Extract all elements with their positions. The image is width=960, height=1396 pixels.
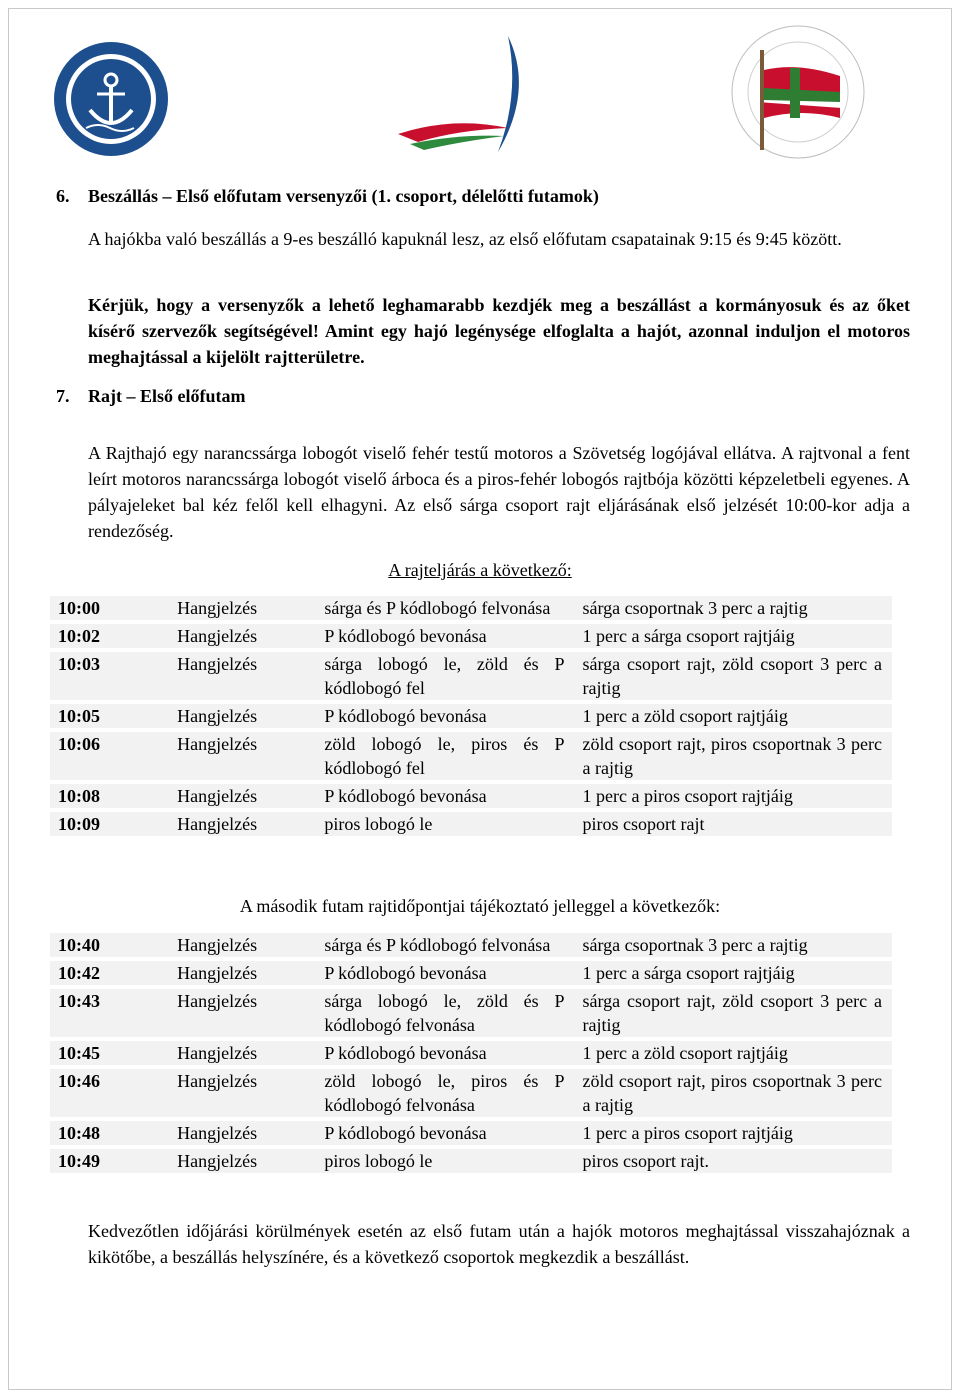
schedule-action: P kódlobogó bevonása [324, 1041, 582, 1065]
schedule-note: 1 perc a sárga csoport rajtjáig [582, 624, 892, 648]
schedule-time: 10:48 [50, 1121, 177, 1145]
weather-note-paragraph: Kedvezőtlen időjárási körülmények esetén az első futam után a hajók motoros meghajtással visszahajóznak a kikötőbe, a beszállás helyszínére, és a következő csoportok megkezdik a beszállást. [88, 1221, 910, 1267]
schedule-action: sárga lobogó le, zöld és P kódlobogó fel [324, 652, 582, 700]
schedule-action: P kódlobogó bevonása [324, 1121, 582, 1145]
schedule-note: 1 perc a piros csoport rajtjáig [582, 784, 892, 808]
schedule-1-table [50, 592, 892, 840]
schedule-time: 10:42 [50, 961, 177, 985]
schedule-signal: Hangjelzés [177, 1041, 324, 1065]
boarding-paragraph: A hajókba való beszállás a 9-es beszálló kapuknál lesz, az első előfutam csapatainak 9:15 és 9:45 között. [88, 229, 842, 249]
schedule-row [50, 989, 892, 1037]
schedule-action: zöld lobogó le, piros és P kódlobogó fel [324, 732, 582, 780]
start-description-paragraph: A Rajthajó egy narancssárga lobogót viselő fehér testű motoros a Szövetség logójával ellátva. A rajtvonal a fent leírt motoros narancssárga lobogót viselő árboca és a piros-fehér lobogós rajtbója közötti képzeletbeli egyenes. A pályajeleket bal kéz felől kell elhagyni. Az első sárga csoport rajt eljárásának első jelzését 10:00-kor adja a rendezőség. [88, 443, 910, 541]
schedule-note: zöld csoport rajt, piros csoportnak 3 perc a rajtig [582, 732, 892, 780]
schedule-note: piros csoport rajt. [582, 1149, 892, 1173]
schedule-action: P kódlobogó bevonása [324, 784, 582, 808]
schedule-signal: Hangjelzés [177, 812, 324, 836]
schedule-time: 10:06 [50, 732, 177, 780]
schedule-signal: Hangjelzés [177, 784, 324, 808]
schedule-action: P kódlobogó bevonása [324, 624, 582, 648]
schedule-note: 1 perc a sárga csoport rajtjáig [582, 961, 892, 985]
schedule-row [50, 933, 892, 957]
section-number: 6. [56, 186, 70, 206]
schedule-action: sárga lobogó le, zöld és P kódlobogó felvonása [324, 989, 582, 1037]
schedule-time: 10:43 [50, 989, 177, 1037]
schedule-action: sárga és P kódlobogó felvonása [324, 596, 582, 620]
schedule-note: 1 perc a zöld csoport rajtjáig [582, 1041, 892, 1065]
schedule-2-caption: A második futam rajtidőpontjai tájékoztató jelleggel a következők: [239, 896, 721, 916]
schedule-2-body [50, 933, 892, 1173]
schedule-row [50, 704, 892, 728]
schedule-action: piros lobogó le [324, 812, 582, 836]
schedule-signal: Hangjelzés [177, 1121, 324, 1145]
schedule-row [50, 1041, 892, 1065]
boarding-request-paragraph: Kérjük, hogy a versenyzők a lehető leghamarabb kezdjék meg a beszállást a kormányosuk és az őket kísérő szervezők segítségével! Amint egy hajó legénysége elfoglalta a hajót, azonnal induljon el motoros meghajtással a kijelölt rajtterületre. [88, 295, 910, 367]
schedule-signal: Hangjelzés [177, 1149, 324, 1173]
schedule-time: 10:08 [50, 784, 177, 808]
schedule-signal: Hangjelzés [177, 1069, 324, 1117]
schedule-signal: Hangjelzés [177, 933, 324, 957]
schedule-time: 10:40 [50, 933, 177, 957]
schedule-signal: Hangjelzés [177, 652, 324, 700]
schedule-row [50, 1149, 892, 1173]
schedule-row [50, 652, 892, 700]
schedule-note: sárga csoport rajt, zöld csoport 3 perc a rajtig [582, 652, 892, 700]
schedule-time: 10:49 [50, 1149, 177, 1173]
schedule-row [50, 961, 892, 985]
schedule-action: zöld lobogó le, piros és P kódlobogó felvonása [324, 1069, 582, 1117]
schedule-row [50, 596, 892, 620]
schedule-time: 10:09 [50, 812, 177, 836]
section-7-heading [56, 384, 245, 408]
section-6-heading [56, 184, 599, 208]
schedule-time: 10:03 [50, 652, 177, 700]
schedule-time: 10:46 [50, 1069, 177, 1117]
schedule-note: 1 perc a zöld csoport rajtjáig [582, 704, 892, 728]
schedule-row [50, 732, 892, 780]
schedule-signal: Hangjelzés [177, 732, 324, 780]
schedule-1-body [50, 596, 892, 836]
schedule-note: zöld csoport rajt, piros csoportnak 3 perc a rajtig [582, 1069, 892, 1117]
schedule-row [50, 784, 892, 808]
schedule-action: sárga és P kódlobogó felvonása [324, 933, 582, 957]
schedule-action: P kódlobogó bevonása [324, 961, 582, 985]
section-title: Beszállás – Első előfutam versenyzői (1. csoport, délelőtti futamok) [88, 186, 599, 206]
section-number: 7. [56, 386, 70, 406]
schedule-note: 1 perc a piros csoport rajtjáig [582, 1121, 892, 1145]
schedule-note: piros csoport rajt [582, 812, 892, 836]
schedule-2-table [50, 929, 892, 1177]
nemzeti-regatta-logo [358, 30, 538, 160]
schedule-action: P kódlobogó bevonása [324, 704, 582, 728]
magyar-vitorlas-szovetseg-logo [728, 22, 868, 162]
schedule-row [50, 624, 892, 648]
balatoni-hajozasi-logo [52, 40, 170, 158]
schedule-signal: Hangjelzés [177, 596, 324, 620]
schedule-time: 10:02 [50, 624, 177, 648]
schedule-time: 10:45 [50, 1041, 177, 1065]
schedule-signal: Hangjelzés [177, 989, 324, 1037]
schedule-action: piros lobogó le [324, 1149, 582, 1173]
schedule-time: 10:05 [50, 704, 177, 728]
schedule-note: sárga csoport rajt, zöld csoport 3 perc a rajtig [582, 989, 892, 1037]
schedule-signal: Hangjelzés [177, 704, 324, 728]
section-title: Rajt – Első előfutam [88, 386, 246, 406]
schedule-1-caption: A rajteljárás a következő: [388, 560, 572, 580]
schedule-signal: Hangjelzés [177, 624, 324, 648]
schedule-row [50, 1069, 892, 1117]
schedule-row [50, 812, 892, 836]
schedule-time: 10:00 [50, 596, 177, 620]
schedule-row [50, 1121, 892, 1145]
schedule-signal: Hangjelzés [177, 961, 324, 985]
schedule-note: sárga csoportnak 3 perc a rajtig [582, 596, 892, 620]
schedule-note: sárga csoportnak 3 perc a rajtig [582, 933, 892, 957]
